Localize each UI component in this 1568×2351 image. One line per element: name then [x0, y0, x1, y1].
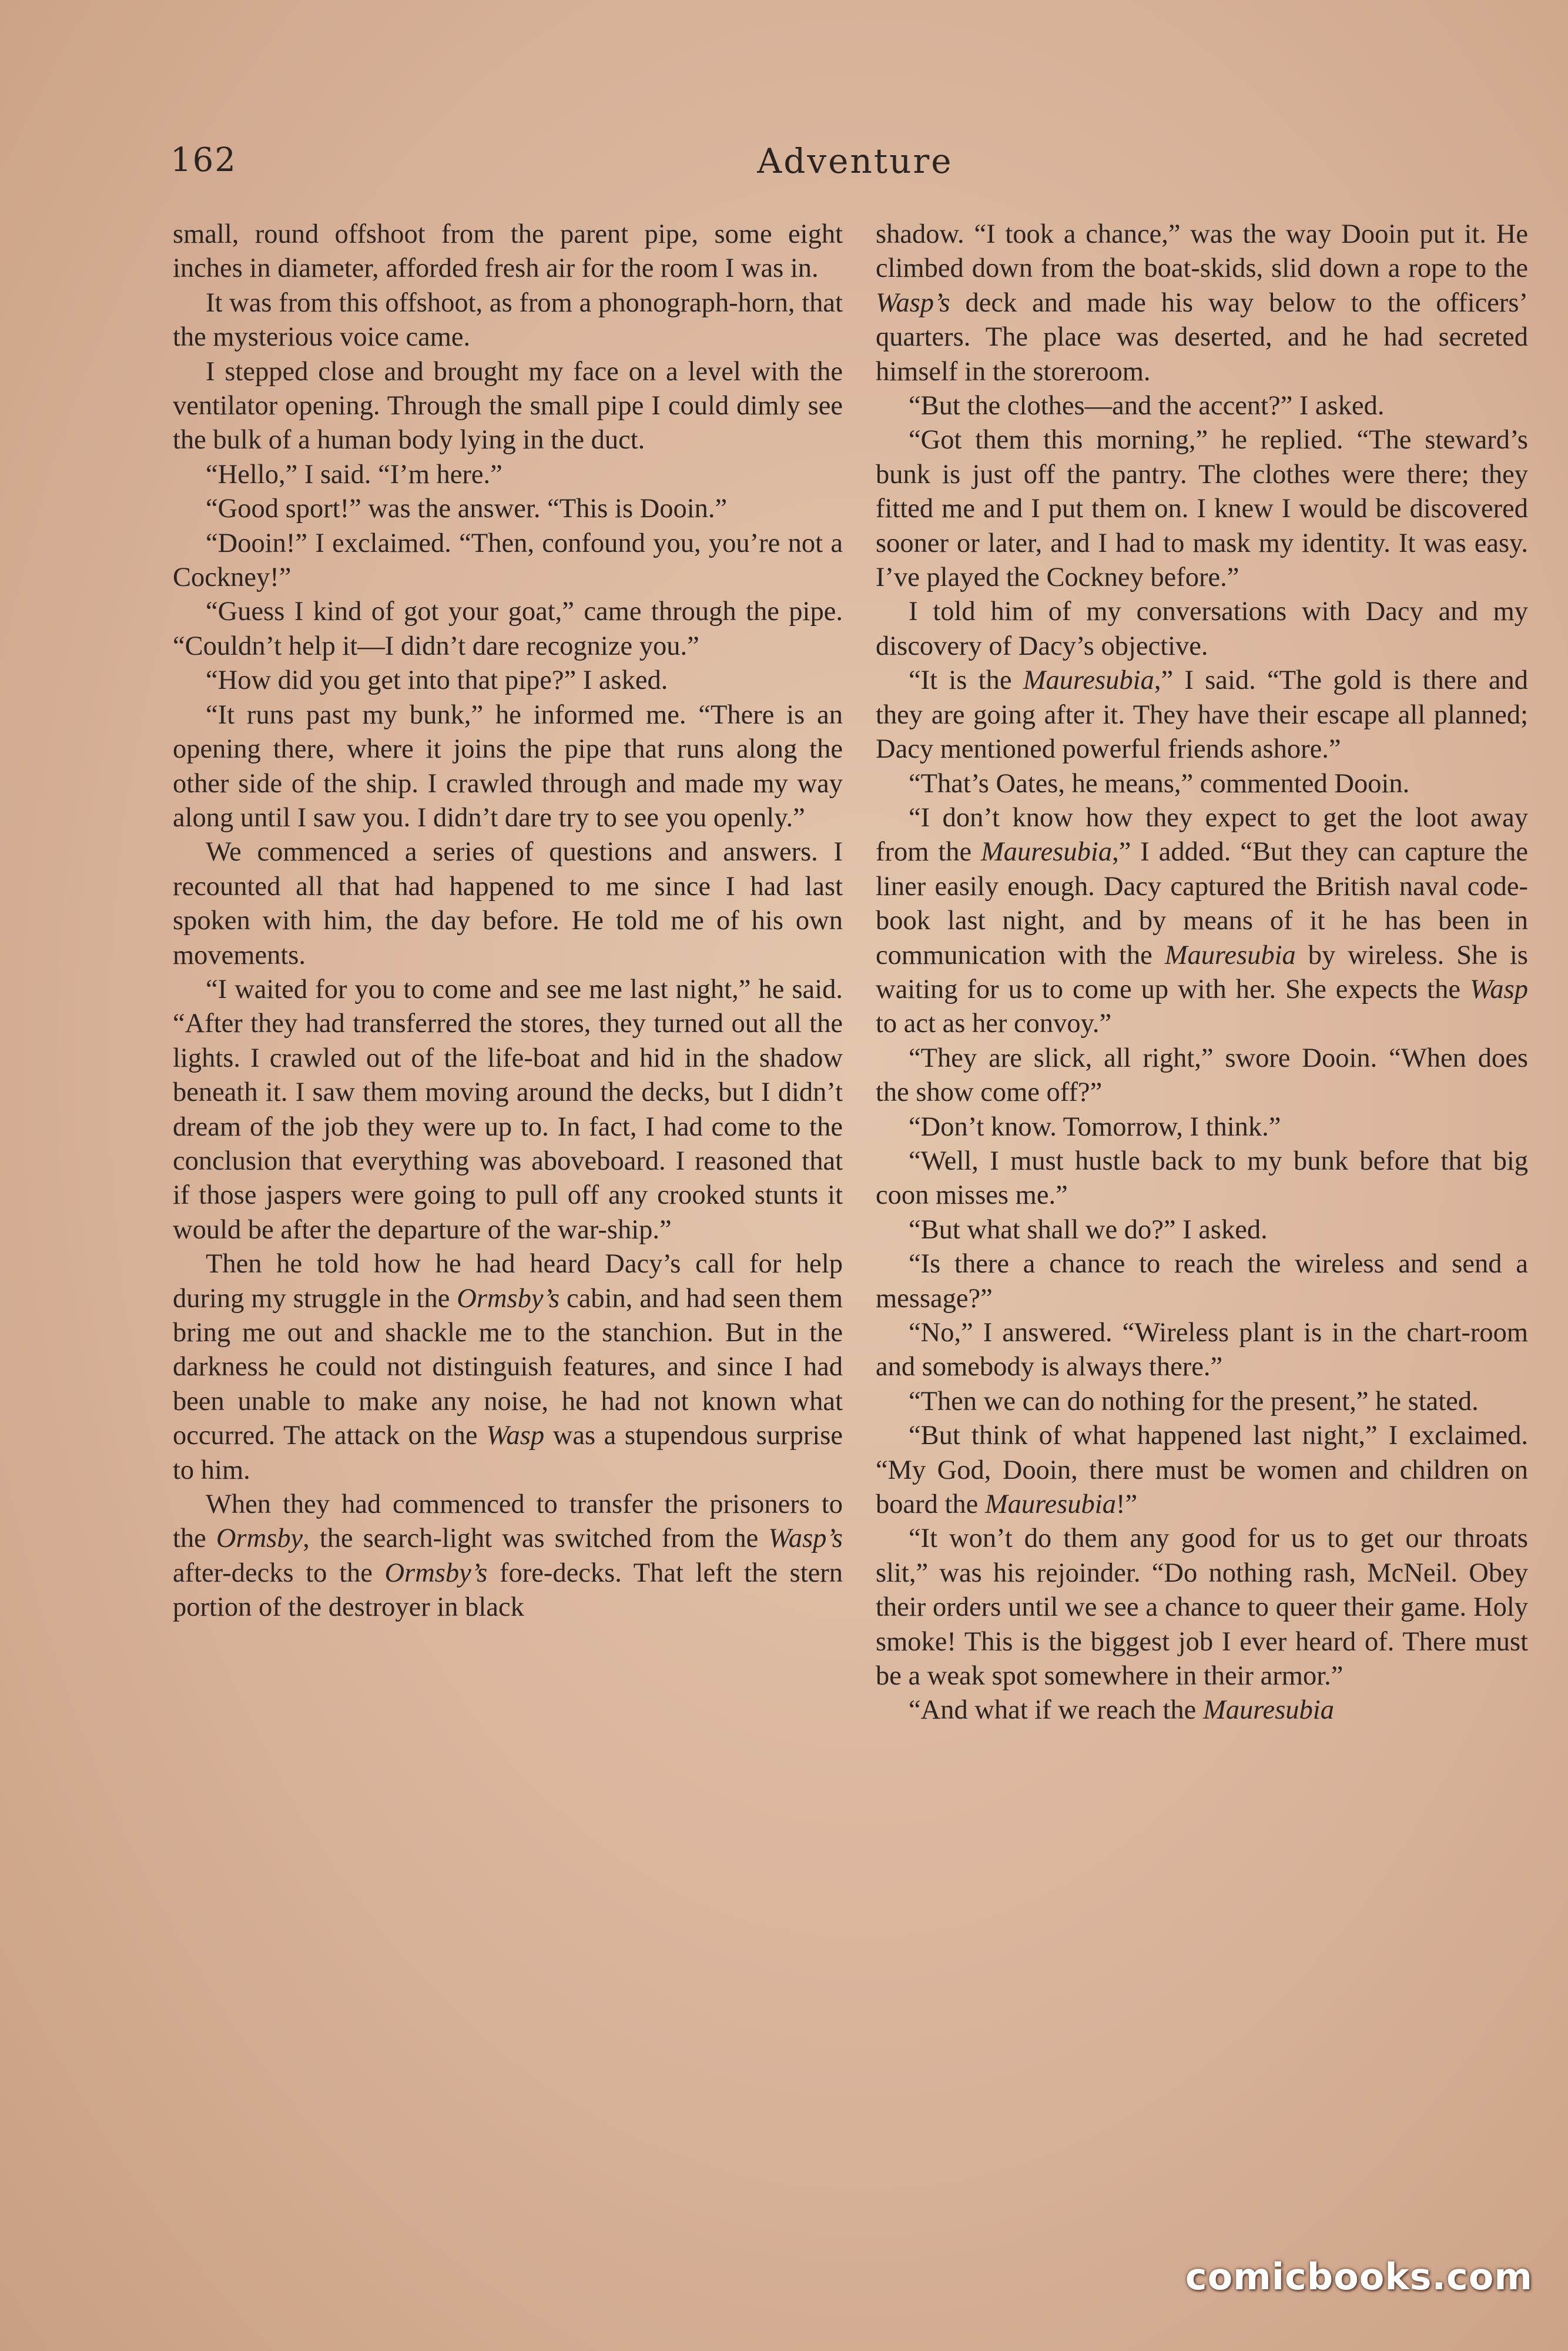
page-header — [170, 141, 1540, 188]
paragraph: small, round offshoot from the parent pipe, some eight inches in diameter, afforded fresh air for the room I was in. — [173, 219, 843, 284]
paragraph: We commenced a series of questions and answers. I recounted all that had happened to me since I had last spoken with him, the day before. He told me of his own movements. — [173, 837, 843, 970]
running-title: Adventure — [757, 141, 953, 181]
paragraph: “And what if we reach the Mauresubia — [909, 1695, 1334, 1726]
page-number: 162 — [170, 141, 237, 179]
paragraph: “They are slick, all right,” swore Dooin. “When does the show come off?” — [876, 1043, 1528, 1108]
paragraph: “I waited for you to come and see me last night,” he said. “After they had transferred the stores, they turned out all the lights. I crawled out of the life-boat and hid in the shadow beneath it. I saw them moving around the decks, but I didn’t dream of the job they were up to. In fact, I had come to the conclusion that everything was aboveboard. I reasoned that if those jaspers were going to pull off any crooked stunts it would be after the departure of the war-ship.” — [173, 974, 843, 1245]
paragraph: “How did you get into that pipe?” I asked. — [206, 665, 668, 696]
paragraph: “It won’t do them any good for us to get our throats slit,” was his rejoinder. “Do nothing rash, McNeil. Obey their orders until we see a chance to queer their game. Holy smoke! This is the biggest job I ever heard of. There must be a weak spot somewhere in their armor.” — [876, 1523, 1528, 1692]
paragraph: “Dooin!” I exclaimed. “Then, confound you, you’re not a Cockney!” — [173, 528, 843, 593]
paragraph: “Got them this morning,” he replied. “The steward’s bunk is just off the pantry. The clothes were there; they fitted me and I put them on. I knew I would be discovered sooner or later, and I had to mask my identity. It was easy. I’ve played the Cockney before.” — [876, 425, 1528, 593]
paragraph: Then he told how he had heard Dacy’s call for help during my struggle in the Ormsby’s cabin, and had seen them bring me out and shackle me to the stanchion. But in the darkness he could not distinguish features, and since I had been unable to make any noise, he had not known what occurred. The attack on the Wasp was a stupendous surprise to him. — [173, 1249, 843, 1485]
watermark: comicbooks.com — [1185, 2255, 1533, 2298]
paragraph: “That’s Oates, he means,” commented Dooin. — [909, 768, 1410, 799]
paragraph: It was from this offshoot, as from a phonograph-horn, that the mysterious voice came. — [173, 287, 843, 353]
paragraph: “But what shall we do?” I asked. — [909, 1214, 1268, 1245]
paragraph: I stepped close and brought my face on a level with the ventilator opening. Through the small pipe I could dimly see the bulk of a human body lying in the duct. — [173, 356, 843, 456]
paragraph: When they had commenced to transfer the prisoners to the Ormsby, the search-light was switched from the Wasp’s after-decks to the Ormsby’s fore-decks. That left the stern portion of the destroyer in black — [173, 1489, 843, 1623]
paragraph: “But the clothes—and the accent?” I asked. — [909, 391, 1385, 421]
paragraph: “But think of what happened last night,” I exclaimed. “My God, Dooin, there must be women and children on board the Mauresubia!” — [876, 1421, 1528, 1520]
paragraph: “Guess I kind of got your goat,” came through the pipe. “Couldn’t help it—I didn’t dare recognize you.” — [173, 597, 843, 661]
paragraph: “Then we can do nothing for the present,” he stated. — [909, 1386, 1479, 1416]
paragraph: “It runs past my bunk,” he informed me. “There is an opening there, where it joins the pipe that runs along the other side of the ship. I crawled through and made my way along until I saw you. I didn’t dare try to see you openly.” — [173, 699, 843, 833]
paragraph: “I don’t know how they expect to get the loot away from the Mauresubia,” I added. “But they can capture the liner easily enough. Dacy captured the British naval code-book last night, and by means of it he has been in communication with the Mauresubia by wireless. She is waiting for us to come up with her. She expects the Wasp to act as her convoy.” — [876, 802, 1528, 1039]
paragraph: “Good sport!” was the answer. “This is Dooin.” — [206, 494, 728, 524]
paragraph: “No,” I answered. “Wireless plant is in the chart-room and somebody is always there.” — [876, 1318, 1528, 1382]
paragraph: “Well, I must hustle back to my bunk before that big coon misses me.” — [876, 1146, 1528, 1211]
paragraph: “It is the Mauresubia,” I said. “The gold is there and they are going after it. They have their escape all planned; Dacy mentioned powerful friends ashore.” — [876, 665, 1528, 765]
paragraph: I told him of my conversations with Dacy and my discovery of Dacy’s objective. — [876, 597, 1528, 661]
paragraph: “Is there a chance to reach the wireless and send a message?” — [876, 1249, 1528, 1314]
paragraph: “Don’t know. Tomorrow, I think.” — [909, 1111, 1281, 1142]
right-column — [876, 217, 1528, 1728]
paragraph: shadow. “I took a chance,” was the way Dooin put it. He climbed down from the boat-skids, slid down a rope to the Wasp’s deck and made his way below to the officers’ quarters. The place was deserted, and he had secreted himself in the storeroom. — [876, 219, 1528, 387]
paragraph: “Hello,” I said. “I’m here.” — [206, 459, 502, 490]
left-column — [173, 217, 843, 1625]
